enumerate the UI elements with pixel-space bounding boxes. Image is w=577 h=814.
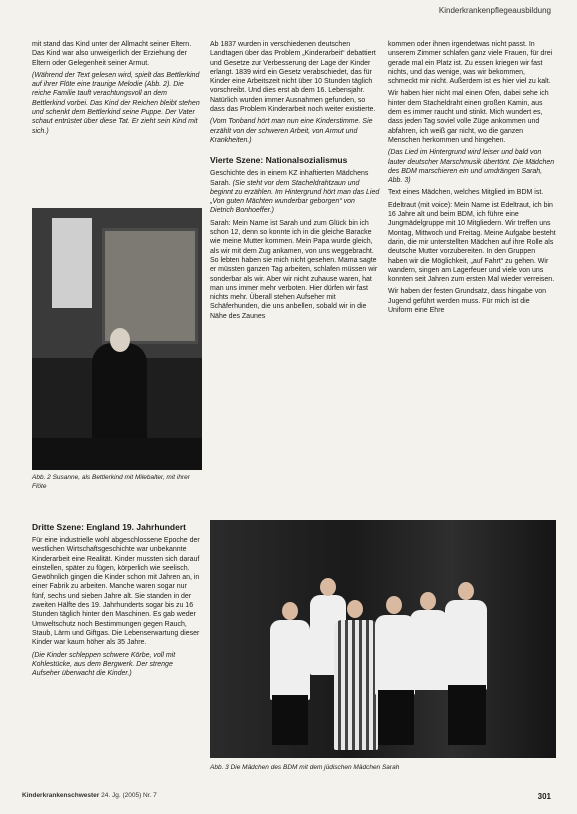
running-header: Kinderkrankenpflegeausbildung — [438, 6, 551, 15]
paragraph: Für eine industrielle wohl abgeschlossene Epoche der westlichen Wirtschaftsgeschichte war unbekannte Kinderarbeit eine Realität. Kinder mussten sich darauf einstellen, später zu fügen, körperlich wie seelisch. Gewöhnlich gingen die Kinder schon mit Jahren an, in einer Fabrik zu arbeiten. Manche waren sogar nur fünf, sechs und sieben Jahre alt. Sie standen in der zweiten Hälfte des 19. Jahrhunderts sogar bis zu 16 Stunden täglich hinter den Maschinen. Es gab weder Umweltschutz noch Bestimmungen gegen Rauch, Staub, Lärm und Giftgas. Die Lebenserwartung dieser Kinder war kaum höher als 35 Jahre. — [32, 537, 200, 647]
paragraph — [210, 169, 380, 215]
footer-journal — [22, 792, 157, 799]
figure-3-caption: Abb. 3 Die Mädchen des BDM mit dem jüdischen Mädchen Sarah — [210, 764, 400, 771]
paragraph: kommen oder ihnen irgendetwas nicht passt. In unserem Zimmer schlafen ganz viele Frauen, für drei gerade mal ein Platz ist. Zu essen kriegen wir fast nichts, und das wenige, was wir bekommen, schmeckt mir nicht. Außerdem ist es hier viel zu kalt. — [388, 41, 553, 86]
paragraph: Edeltraut (mit voice): Mein Name ist Edeltraut, ich bin 16 Jahre alt und beim BDM, ich führe eine Jungmädelgruppe mit 10 Mitgliedern. Wir treffen uns Montag, Mittwoch und Freitag. Meine Aufgabe besteht darin, die mir unterstellten Mädchen auf ihre Rolle als deutsche Mutter vorzubereiten. In den Gruppen haben wir die Möglichkeit, „auf Fahrt“ zu gehen. Wir wandern, singen am Lagerfeuer und viele von uns konnten seit Jahren zum ersten Mal wieder verreisen. — [388, 201, 556, 284]
photo-bdm-girls — [210, 520, 556, 758]
column-1-bottom-text — [32, 522, 202, 681]
stage-direction: (Das Lied im Hintergrund wird leiser und bald von lauter deutscher Marschmusik übertönt. Die Mädchen des BDM marschieren ein und umdrängen Sarah, Abb. 3) — [388, 149, 555, 185]
stage-direction: (Vom Tonband hört man nun eine Kinderstimme. Sie erzählt von der schweren Arbeit, von Armut und Krankheiten.) — [210, 118, 373, 144]
section-heading: Vierte Szene: Nationalsozialismus — [210, 155, 348, 166]
stage-direction: (Sie steht vor dem Stacheldrahtzaun und beginnt zu erzählen. Im Hintergrund hört man das Lied „Von guten Mächten wunderbar geborgen“ von Dietrich Bonhoeffer.) — [210, 179, 380, 215]
photo-beggar-child — [32, 208, 202, 470]
page-number: 301 — [537, 792, 551, 801]
journal-name: Kinderkrankenschwester — [22, 792, 100, 799]
paragraph: Wir haben der festen Grundsatz, dass hingabe von Jugend geführt werden muss. Für mich ist die Uniform eine Ehre — [388, 288, 546, 315]
paragraph: Ab 1837 wurden in verschiedenen deutschen Landtagen über das Problem „Kinderarbeit“ debattiert und Gesetze zur Verbesserung der Lage der Kinder erlangt. 1839 wird ein Gesetz verabschiedet, das für Kinder eine Arbeitszeit nicht über 10 Stunden täglich vorschreibt. Und dies erst ab dem 16. Lebensjahr. Natürlich wurden immer Ausnahmen gefunden, so dass das Problem Kinderarbeit noch weiter existierte. — [210, 41, 376, 114]
stage-direction: (Während der Text gelesen wird, spielt das Bettlerkind auf ihrer Flöte eine traurige Melodie (Abb. 2). Die reiche Familie tauft verachtungsvoll an dem Bettlerkind vorbei. Das Kind der Reichen bleibt stehen und schenkt dem Bettlerkind seine Puppe. Der Vater schaut entrüstet über diese Tat. Er zieht sein Kind mit sich.) — [32, 71, 200, 135]
figure-2-caption: Abb. 2 Susanne, als Bettlerkind mit Milebalter, mit ihrer Flöte — [32, 474, 190, 490]
column-3-text — [388, 40, 556, 318]
paragraph: mit stand das Kind unter der Allmacht seiner Eltern. Das Kind war also unweigerlich der Erziehung der Eltern oder Gelegenheit seiner Armut. — [32, 41, 192, 67]
paragraph: Text eines Mädchen, welches Mitglied im BDM ist. — [388, 189, 544, 197]
paragraph: Sarah: Mein Name ist Sarah und zum Glück bin ich schon 12, denn so konnte ich in die gleiche Baracke wie meine Mutter kommen. Mein Papa wurde gleich, als wir mit dem Zug ankamen, von uns weggebracht. So lebten haben sie mich nicht gesehen. Mama sagte er müssten ganzen Tag arbeiten, schlafen müssen wir sonderbar als wir. Aber wir nicht zuhause waren, hat man uns immer mehr verboten. Hier dürfen wir fast nichts mehr. Überall stehen Aufseher mit Schäferhunden, die uns anbellen, sobald wir in die Nähe des Zaunes — [210, 219, 378, 320]
stage-direction: (Die Kinder schleppen schwere Körbe, voll mit Kohlestücke, aus dem Bergwerk. Der strenge Aufseher überwacht die Kinder.) — [32, 651, 176, 678]
journal-issue: 24. Jg. (2005) Nr. 7 — [101, 792, 157, 799]
paragraph: Wir haben hier nicht mal einen Ofen, dabei sehe ich hinter dem Stacheldraht einen großen Kamin, aus dem es immer raucht und stinkt. Mich wundert es, dass jeden Tag soviel volle Züge ankommen und abfahren, ich weiß gar nicht, wo die ganzen Menschen herkommen und hingehen. — [388, 90, 549, 144]
column-2-text — [210, 40, 380, 324]
paragraph-text: Geschichte des in einem KZ inhaftierten Mädchens Sarah. — [210, 170, 369, 187]
section-heading: Dritte Szene: England 19. Jahrhundert — [32, 522, 186, 532]
column-1-text — [32, 40, 202, 139]
